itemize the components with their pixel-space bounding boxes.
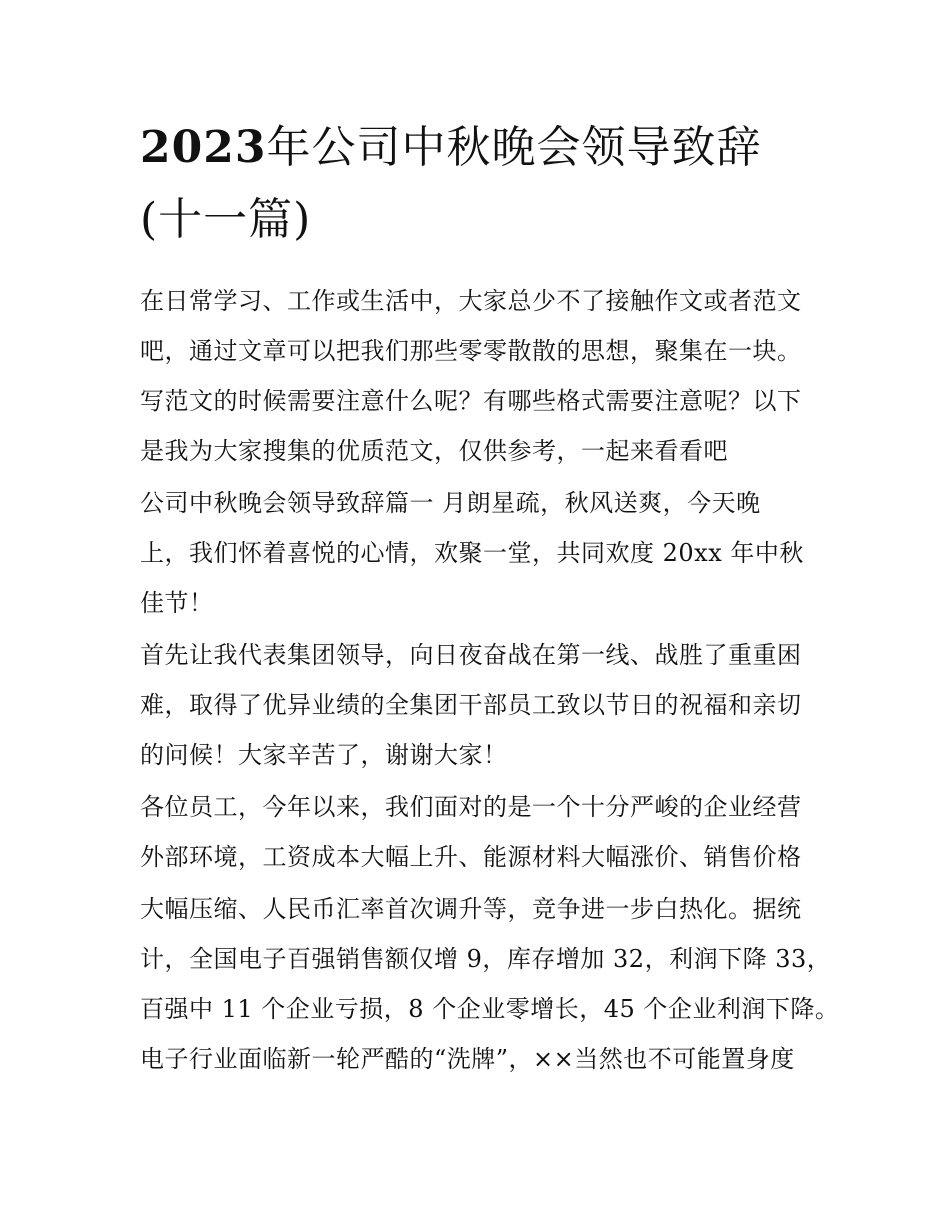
title-line1-text: 年公司中秋晚会领导致辞	[266, 122, 762, 173]
body-line-3: 写范文的时候需要注意什么呢？有哪些格式需要注意呢？以下	[140, 387, 802, 415]
body-line-14: 计，全国电子百强销售额仅增 9，库存增加 32，利润下降 33，	[140, 945, 832, 973]
body-line-13: 大幅压缩、人民币汇率首次调升等，竞争进一步白热化。据统	[140, 895, 802, 923]
body-line-12: 外部环境，工资成本大幅上升、能源材料大幅涨价、销售价格	[140, 843, 802, 871]
title-line2-text: (十一篇)	[140, 194, 312, 245]
body-line-8: 首先让我代表集团领导，向日夜奋战在第一线、战胜了重重困	[140, 641, 802, 669]
body-line-1: 在日常学习、工作或生活中，大家总少不了接触作文或者范文	[140, 287, 802, 315]
body-line-5: 公司中秋晚会领导致辞篇一 月朗星疏，秋风送爽，今天晚	[140, 489, 761, 517]
body-line-7: 佳节！	[140, 589, 214, 617]
body-line-10: 的问候！大家辛苦了，谢谢大家！	[140, 741, 508, 769]
document-title	[140, 112, 820, 256]
title-year: 2023	[140, 122, 267, 173]
body-line-16: 电子行业面临新一轮严酷的“洗牌”，××当然也不可能置身度	[140, 1045, 795, 1073]
body-line-15: 百强中 11 个企业亏损，8 个企业零增长，45 个企业利润下降。	[140, 995, 840, 1023]
body-line-9: 难，取得了优异业绩的全集团干部员工致以节日的祝福和亲切	[140, 691, 802, 719]
body-line-11: 各位员工，今年以来，我们面对的是一个十分严峻的企业经营	[140, 793, 802, 821]
body-line-4: 是我为大家搜集的优质范文，仅供参考，一起来看看吧	[140, 437, 728, 465]
body-line-2: 吧，通过文章可以把我们那些零零散散的思想，聚集在一块。	[140, 337, 802, 365]
body-line-6: 上，我们怀着喜悦的心情，欢聚一堂，共同欢度 20xx 年中秋	[140, 539, 804, 567]
